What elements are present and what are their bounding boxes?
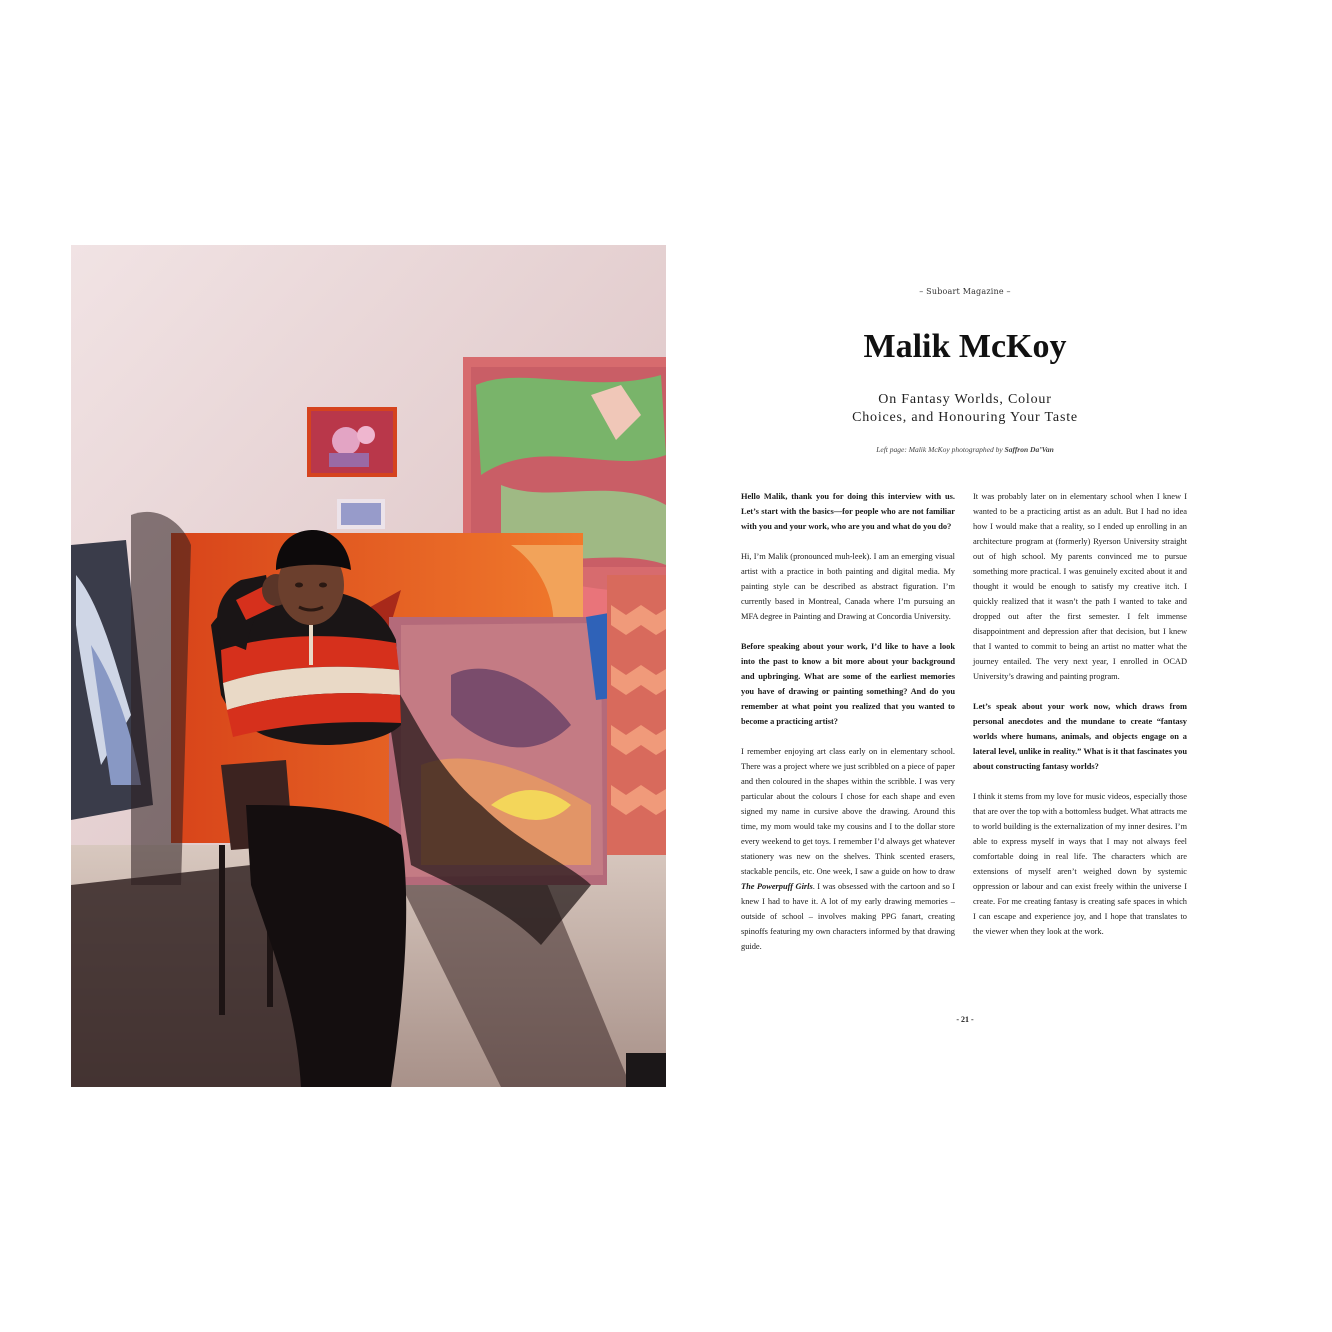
caption-prefix: Left page: bbox=[876, 445, 909, 454]
question-3: Let’s speak about your work now, which draws from personal anecdotes and the mundane to create “fantasy worlds where humans, animals, and objects engage on a lateral level, unlike in reality.” What is it that fascinates you about constructing fantasy worlds? bbox=[973, 702, 1187, 771]
answer-1: Hi, I’m Malik (pronounced muh-leek). I am an emerging visual artist with a practice in both painting and digital media. My painting style can be described as abstract figuration. I’m currently based in Montreal, Canada where I’m pursuing an MFA degree in Painting and Drawing at Concordia University. bbox=[741, 552, 955, 621]
article-title: Malik McKoy bbox=[863, 328, 1067, 365]
text-column-right bbox=[973, 489, 1187, 954]
floor-equipment bbox=[626, 1053, 666, 1087]
artist-portrait-photo bbox=[71, 245, 666, 1087]
caption-subject: Malik McKoy bbox=[908, 445, 950, 454]
right-patterned-painting bbox=[607, 575, 666, 855]
subtitle-line-1: On Fantasy Worlds, Colour bbox=[878, 392, 1052, 407]
text-column-left bbox=[741, 489, 955, 969]
answer-2-continued: It was probably later on in elementary school when I knew I wanted to be a practicing artist as an adult. But I had no idea how I would make that a reality, so I ended up enrolling in an architecture program at (formerly) Ryerson University straight out of high school. My parents convinced me to pursue something more practical. I was genuinely excited about it and thought it would be enough to satisfy my creative itch. I quickly realized that it wasn’t the path I wanted to take and dropped out after the first semester. I felt immense disappointment and depression after that decision, but I knew that I wanted to commit to being an artist no matter what the journey entailed. The very next year, I enrolled in OCAD University’s drawing and painting program. bbox=[973, 492, 1187, 681]
subtitle-line-2: Choices, and Honouring Your Taste bbox=[852, 410, 1078, 425]
caption-middle: photographed by bbox=[949, 445, 1005, 454]
question-1: Hello Malik, thank you for doing this interview with us. Let’s start with the basics—for people who are not familiar with you and your work, who are you and what do you do? bbox=[741, 492, 955, 531]
magazine-name: – Suboart Magazine – bbox=[919, 287, 1011, 296]
answer-2 bbox=[741, 744, 955, 954]
answer-3: I think it stems from my love for music videos, especially those that are over the top with a bottomless budget. What attracts me to world building is the externalization of my inner desires. I’m able to express myself in ways that I may not always feel comfortable doing in real life. The characters which are extensions of myself aren’t weighed down by systemic oppression or labour and can exist freely within the universe I create. For me creating fantasy is creating safe spaces in which I can escape and experience joy, and I hope that translates to the viewer when they look at the work. bbox=[973, 792, 1187, 936]
answer-2-part-2: . I was obsessed with the cartoon and so I knew I had to have it. A lot of my early drawing memories – outside of school – involves making PPG fanart, creating spinoffs featuring my own characters informed by that drawing guide. bbox=[741, 882, 955, 951]
show-title: The Powerpuff Girls bbox=[741, 882, 813, 891]
answer-2-part-1: I remember enjoying art class early on in elementary school. There was a project where we just scribbled on a piece of paper and then coloured in the shapes within the scribble. I was very particular about the colours I chose for each shape and even signed my name in cursive above the drawing. Around this time, my mom would take my cousins and I to the dollar store every weekend to get toys. I remember I’d always get whatever stationery was new on the shelves. Think scented erasers, stackable pencils, etc. One week, I saw a guide on how to draw bbox=[741, 747, 955, 876]
question-2: Before speaking about your work, I’d like to have a look into the past to know a bit more about your background and upbringing. What are some of the earliest memories you have of drawing or painting something? And do you remember at what point you realized that you wanted to become a practicing artist? bbox=[741, 642, 955, 726]
article-subtitle bbox=[735, 391, 1195, 427]
article-page bbox=[735, 245, 1195, 1087]
page-number: - 21 - bbox=[956, 1015, 974, 1024]
small-character-painting bbox=[307, 407, 397, 477]
photo-caption bbox=[735, 445, 1195, 454]
caption-photographer: Saffron Da’Van bbox=[1004, 445, 1054, 454]
